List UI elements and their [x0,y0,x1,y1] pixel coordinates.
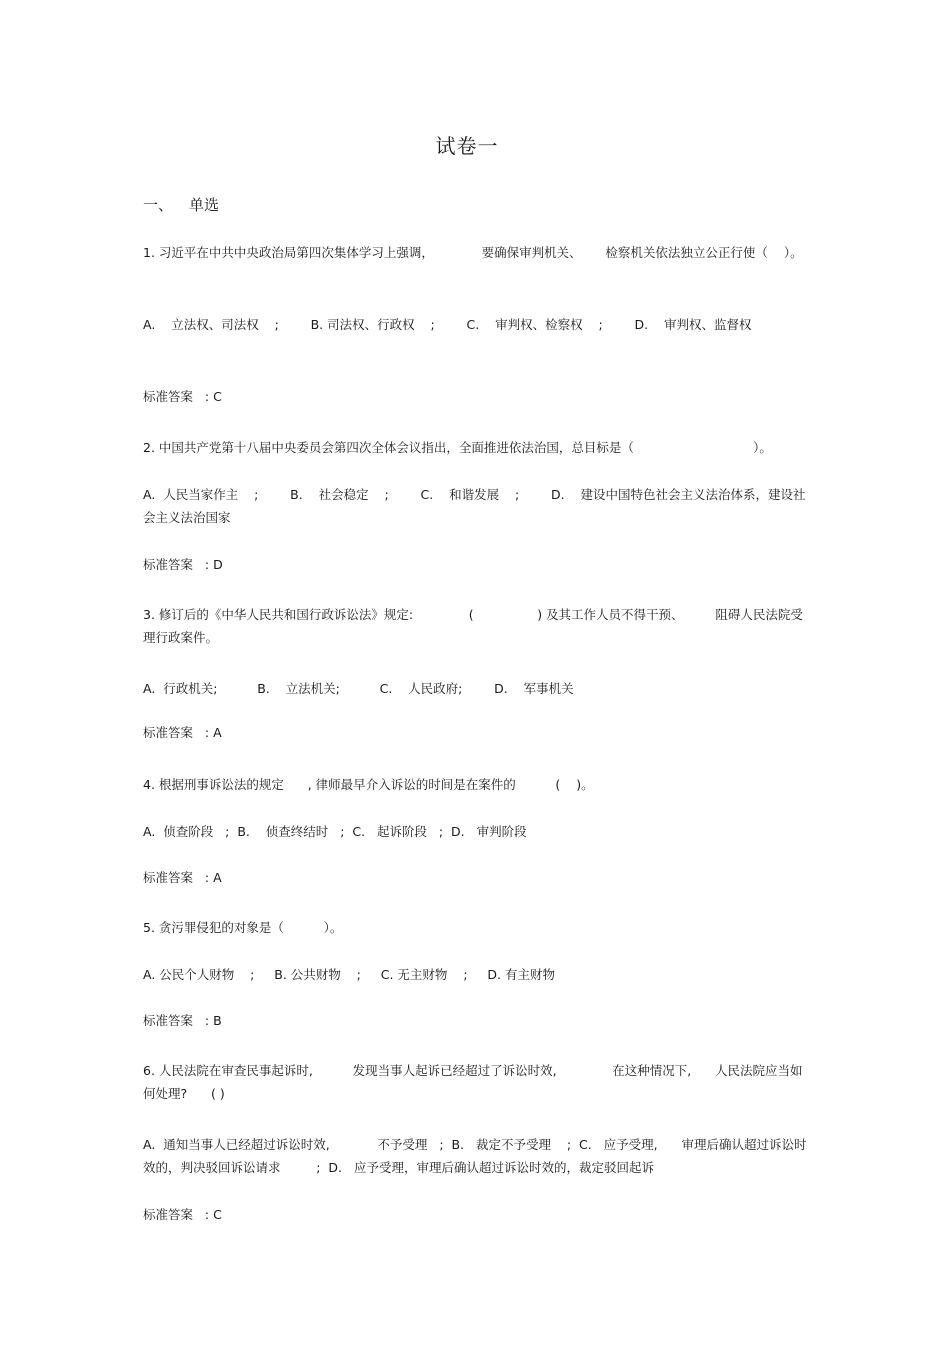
question-2-stem: 2. 中国共产党第十八届中央委员会第四次全体会议指出，全面推进依法治国，总目标是（ ）。 [143,440,772,455]
section-heading [143,194,219,215]
question-4-answer: 标准答案 : A [143,870,222,885]
question-3-stem: 3. 修订后的《中华人民共和国行政诉讼法》规定: ( ) 及其工作人员不得干预、 阻碍人民法院受理行政案件。 [143,607,803,645]
question-4-options: A. 侦查阶段 ; B. 侦查终结时 ; C. 起诉阶段 ; D. 审判阶段 [143,824,527,839]
question-1-stem: 1. 习近平在中共中央政治局第四次集体学习上强调， 要确保审判机关、 检察机关依法独立公正行使（ ）。 [143,245,803,260]
question-6-answer: 标准答案 : C [143,1207,222,1222]
question-1-options: A. 立法权、司法权 ; B. 司法权、行政权 ; C. 审判权、检察权 ; D. 审判权、监督权 [143,317,752,332]
question-6-options: A. 通知当事人已经超过诉讼时效, 不予受理 ; B. 裁定不予受理 ; C. 应予受理, 审理后确认超过诉讼时效的，判决驳回诉讼请求 ; D. 应予受理，审理后确认超过诉讼时效的，裁定驳回起诉 [143,1137,807,1175]
section-label: 单选 [189,196,220,214]
question-3-options: A. 行政机关; B. 立法机关; C. 人民政府; D. 军事机关 [143,681,574,696]
question-2-options: A. 人民当家作主 ; B. 社会稳定 ; C. 和谐发展 ; D. 建设中国特色社会主义法治体系，建设社会主义法治国家 [143,487,806,525]
question-3-answer: 标准答案 : A [143,725,222,740]
question-5-answer: 标准答案 : B [143,1013,222,1028]
question-2-answer: 标准答案 : D [143,557,223,572]
question-1-answer: 标准答案 : C [143,389,222,404]
question-5-stem: 5. 贪污罪侵犯的对象是（ ）。 [143,920,343,935]
question-5-options: A. 公民个人财物 ; B. 公共财物 ; C. 无主财物 ; D. 有主财物 [143,967,555,982]
section-number: 一、 [143,196,174,214]
page-title: 试卷一 [435,134,499,158]
question-6-stem: 6. 人民法院在审查民事起诉时, 发现当事人起诉已经超过了诉讼时效, 在这种情况下, 人民法院应当如何处理? ( ) [143,1063,803,1101]
question-4-stem: 4. 根据刑事诉讼法的规定 , 律师最早介入诉讼的时间是在案件的 ( )。 [143,777,594,792]
